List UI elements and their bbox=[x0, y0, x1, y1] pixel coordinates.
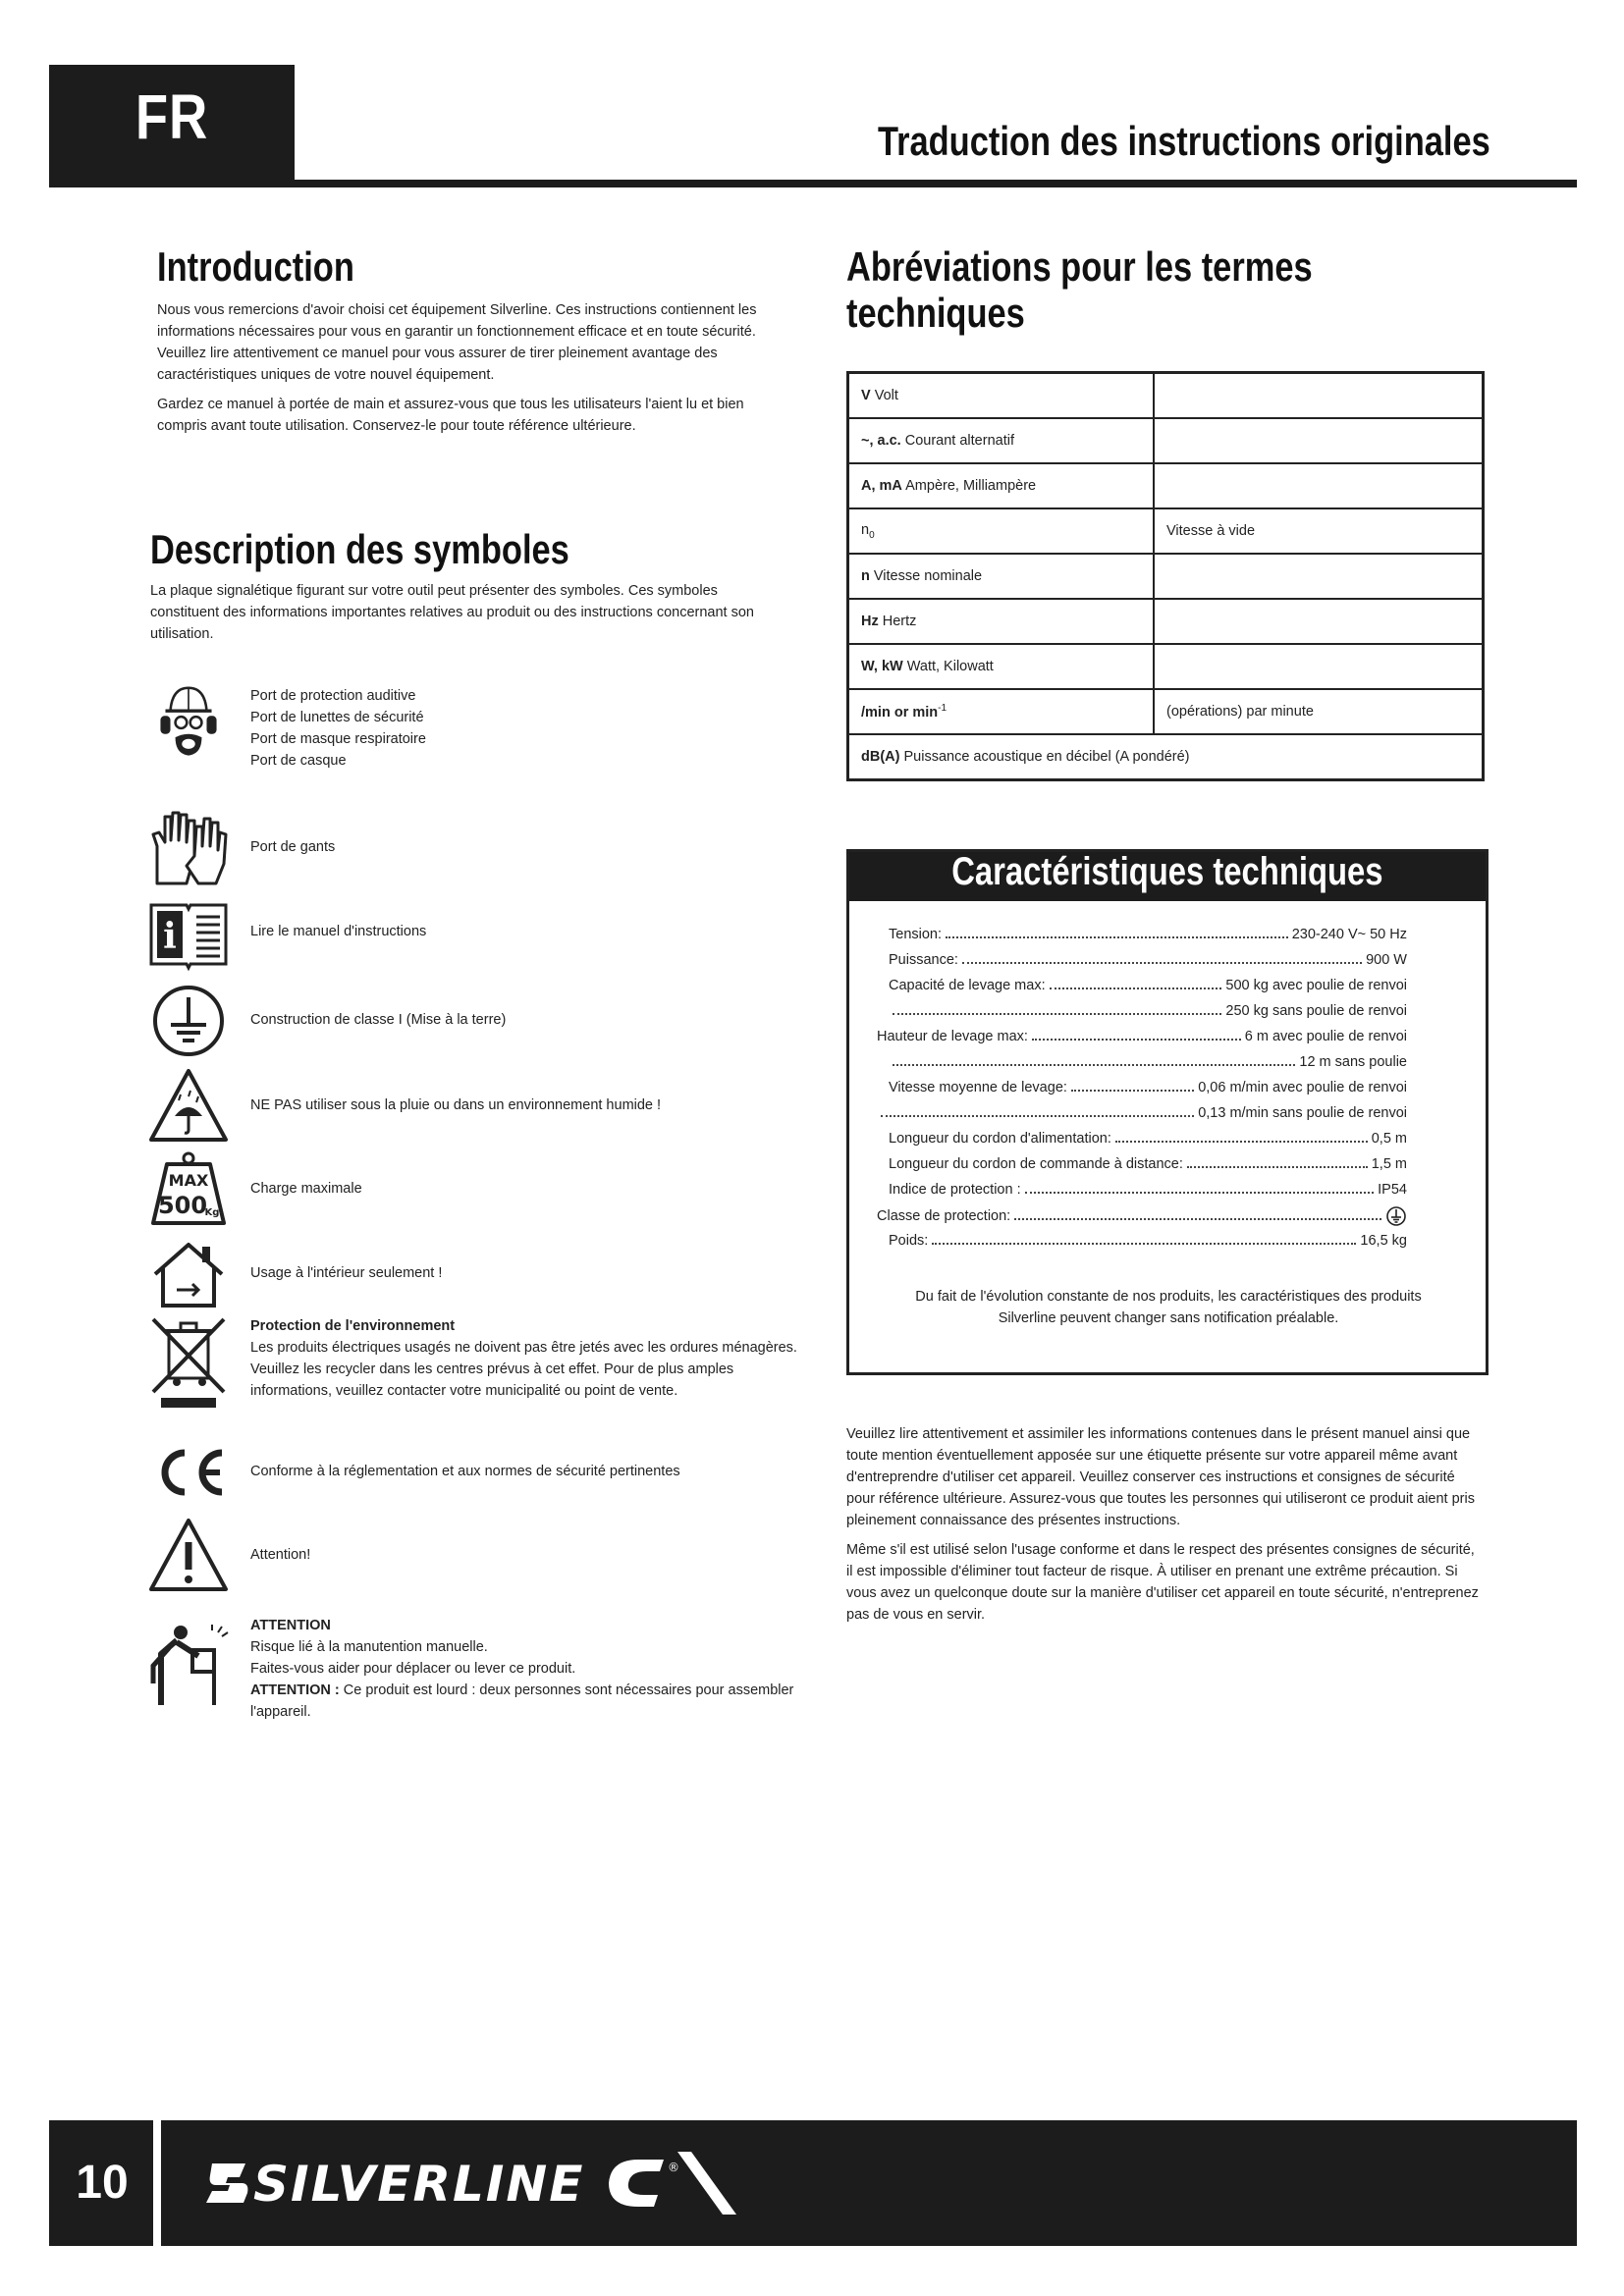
abbreviations-heading-2: techniques bbox=[846, 290, 1025, 337]
svg-text:i: i bbox=[163, 916, 177, 957]
table-row: $n_0$ Vitesse à vide bbox=[848, 508, 1484, 554]
env-title: Protection de l'environnement bbox=[250, 1318, 456, 1334]
table-row: Hz Hertz bbox=[848, 599, 1484, 644]
rain-label: NE PAS utiliser sous la pluie ou dans un environnement humide ! bbox=[250, 1097, 662, 1113]
lift-line-3: Ce produit est lourd : deux personnes sont nécessaires pour assembler l'appareil. bbox=[250, 1682, 794, 1720]
silverline-logo bbox=[206, 2152, 756, 2215]
max-unit: Kg bbox=[204, 1207, 220, 1218]
spec-row-power: Puissance: 900 W bbox=[889, 952, 1407, 968]
symbol-row-max-load bbox=[147, 1148, 805, 1231]
safety-paragraph-2: Même s'il est utilisé selon l'usage conforme et dans le respect des présentes consignes de sécurité, il est impossible d'éliminer tout facteur de risque. À utiliser en prenant une extrême précaution. Si vous avez un quelconque doute sur la manière d'utiliser cet appareil en toute sécurité, n'entreprenez pas de vous en servir. bbox=[846, 1542, 1479, 1623]
symbols-intro: La plaque signalétique figurant sur votre outil peut présenter des symboles. Ces symboles constituent des informations importantes relatives au produit ou des instructions concernant son utilisation. bbox=[150, 583, 754, 643]
safety-section bbox=[846, 1423, 1485, 1626]
symbol-row-indoor bbox=[147, 1233, 805, 1315]
ce-mark-icon bbox=[147, 1431, 230, 1514]
brand-text: SILVERLINE bbox=[253, 2156, 585, 2213]
lift-line-1: Risque lié à la manutention manuelle. bbox=[250, 1639, 488, 1655]
table-row: A, mA Ampère, Milliampère bbox=[848, 463, 1484, 508]
symbols-section bbox=[150, 526, 779, 645]
spec-row-voltage: Tension: 230-240 V~ 50 Hz bbox=[889, 927, 1407, 942]
intro-paragraph-1: Nous vous remercions d'avoir choisi cet équipement Silverline. Ces instructions contiennent les informations nécessaires pour vous en garantir un fonctionnement efficace et en toute sécurité. Veuillez lire attentivement ce manuel pour vous assurer de tirer pleinement avantage des caractéristiques uniques de votre nouvel équipement. bbox=[157, 302, 757, 384]
specs-list bbox=[877, 925, 1407, 1256]
spec-row-height: Hauteur de levage max: 6 m avec poulie de renvoi bbox=[877, 1029, 1407, 1044]
spec-row-speed-2: 0,13 m/min sans poulie de renvoi bbox=[877, 1103, 1407, 1129]
max-value: 500 bbox=[157, 1192, 208, 1219]
indoor-label: Usage à l'intérieur seulement ! bbox=[250, 1265, 443, 1281]
table-row: W, kW Watt, Kilowatt bbox=[848, 644, 1484, 689]
table-row: ~, a.c. Courant alternatif bbox=[848, 418, 1484, 463]
gloves-icon bbox=[147, 807, 230, 889]
safety-paragraph-1: Veuillez lire attentivement et assimiler les informations contenues dans le présent manuel ainsi que toute mention éventuellement apposée sur une étiquette présente sur votre appareil même avant d'entreprendre d'utiliser cet appareil. Veuillez conserver ces instructions et consignes de sécurité pour référence ultérieure. Assurez-vous que toutes les personnes qui utiliseront ce produit aient pris pleinement connaissance des présentes instructions. bbox=[846, 1426, 1475, 1528]
rain-warning-icon bbox=[147, 1065, 230, 1148]
table-row: V Volt bbox=[848, 373, 1484, 419]
warning-triangle-icon bbox=[147, 1515, 230, 1597]
spec-row-speed: Vitesse moyenne de levage: 0,06 m/min avec poulie de renvoi bbox=[889, 1080, 1407, 1095]
lift-line-3-bold: ATTENTION : bbox=[250, 1682, 340, 1698]
header-rule bbox=[49, 180, 1577, 187]
intro-paragraph-2: Gardez ce manuel à portée de main et assurez-vous que tous les utilisateurs l'aient lu et bien compris avant toute utilisation. Conservez-le pour toute référence ultérieure. bbox=[157, 397, 744, 435]
symbol-row-environment bbox=[147, 1315, 805, 1414]
ppe-icon bbox=[147, 681, 230, 764]
spec-row-ip: Indice de protection : IP54 bbox=[889, 1182, 1407, 1198]
page-title: Traduction des instructions originales bbox=[878, 118, 1490, 164]
spec-row-power-cord: Longueur du cordon d'alimentation: 0,5 m bbox=[889, 1131, 1407, 1147]
indoor-house-icon bbox=[147, 1233, 230, 1315]
ppe-helmet: Port de casque bbox=[250, 753, 347, 769]
intro-heading: Introduction bbox=[157, 243, 354, 290]
gloves-label: Port de gants bbox=[250, 839, 336, 855]
ppe-mask: Port de masque respiratoire bbox=[250, 731, 426, 747]
spec-row-class: Classe de protection: bbox=[877, 1205, 1407, 1231]
symbol-row-gloves bbox=[147, 807, 805, 889]
specs-note: Du fait de l'évolution constante de nos produits, les caractéristiques des produits Silverline peuvent changer sans notification préalable. bbox=[915, 1289, 1422, 1326]
abbreviations-section bbox=[846, 243, 1494, 336]
table-row: dB(A) Puissance acoustique en décibel (A pondéré) bbox=[848, 734, 1484, 780]
language-code: FR bbox=[135, 81, 209, 152]
spec-row-height-2: 12 m sans poulie bbox=[889, 1052, 1407, 1078]
spec-row-weight: Poids: 16,5 kg bbox=[889, 1233, 1407, 1249]
table-row: n Vitesse nominale bbox=[848, 554, 1484, 599]
symbol-row-manual bbox=[147, 891, 805, 974]
manual-label: Lire le manuel d'instructions bbox=[250, 924, 427, 939]
max-label: MAX bbox=[168, 1171, 209, 1190]
symbol-row-ce bbox=[147, 1431, 805, 1514]
manual-icon bbox=[147, 891, 230, 974]
lift-title: ATTENTION bbox=[250, 1618, 331, 1633]
manual-handling-icon bbox=[147, 1625, 230, 1707]
abbreviations-table-wrap bbox=[846, 371, 1485, 781]
attention-label: Attention! bbox=[250, 1547, 311, 1563]
symbol-row-class1 bbox=[147, 980, 805, 1062]
lift-line-2: Faites-vous aider pour déplacer ou lever ce produit. bbox=[250, 1661, 576, 1677]
ppe-hearing: Port de protection auditive bbox=[250, 688, 416, 704]
env-text: Les produits électriques usagés ne doivent pas être jetés avec les ordures ménagères. Veuillez les recycler dans les centres prévus à cet effet. Pour de plus amples informations, veuillez contacter votre municipalité ou point de vente. bbox=[250, 1340, 797, 1399]
ce-label: Conforme à la réglementation et aux normes de sécurité pertinentes bbox=[250, 1464, 680, 1479]
specs-heading: Caractéristiques techniques bbox=[951, 850, 1383, 893]
max-load-label: Charge maximale bbox=[250, 1181, 362, 1197]
symbol-row-rain bbox=[147, 1065, 805, 1148]
symbol-row-attention bbox=[147, 1515, 805, 1597]
symbol-row-manual-handling bbox=[147, 1615, 805, 1723]
max-load-icon bbox=[147, 1148, 230, 1231]
symbols-heading: Description des symboles bbox=[150, 526, 569, 572]
table-row: /min or $\min^{-1}$ (opérations) par minute bbox=[848, 689, 1484, 734]
registered-mark: ® bbox=[668, 2161, 679, 2174]
abbreviations-table bbox=[846, 371, 1485, 781]
spec-row-capacity: Capacité de levage max: 500 kg avec poulie de renvoi bbox=[889, 978, 1407, 993]
earth-ground-icon bbox=[147, 980, 230, 1062]
intro-section bbox=[157, 243, 776, 437]
symbol-row-ppe bbox=[147, 677, 805, 785]
ppe-glasses: Port de lunettes de sécurité bbox=[250, 710, 424, 725]
spec-row-remote-cord: Longueur du cordon de commande à distance: 1,5 m bbox=[889, 1156, 1407, 1172]
abbreviations-heading-1: Abréviations pour les termes bbox=[846, 243, 1313, 290]
page-number: 10 bbox=[76, 2157, 129, 2209]
class1-label: Construction de classe I (Mise à la terre) bbox=[250, 1012, 507, 1028]
class1-small-icon bbox=[1385, 1205, 1407, 1227]
spec-row-capacity-2: 250 kg sans poulie de renvoi bbox=[889, 1001, 1407, 1027]
weee-bin-icon bbox=[147, 1315, 230, 1410]
footer-divider bbox=[153, 2120, 161, 2246]
